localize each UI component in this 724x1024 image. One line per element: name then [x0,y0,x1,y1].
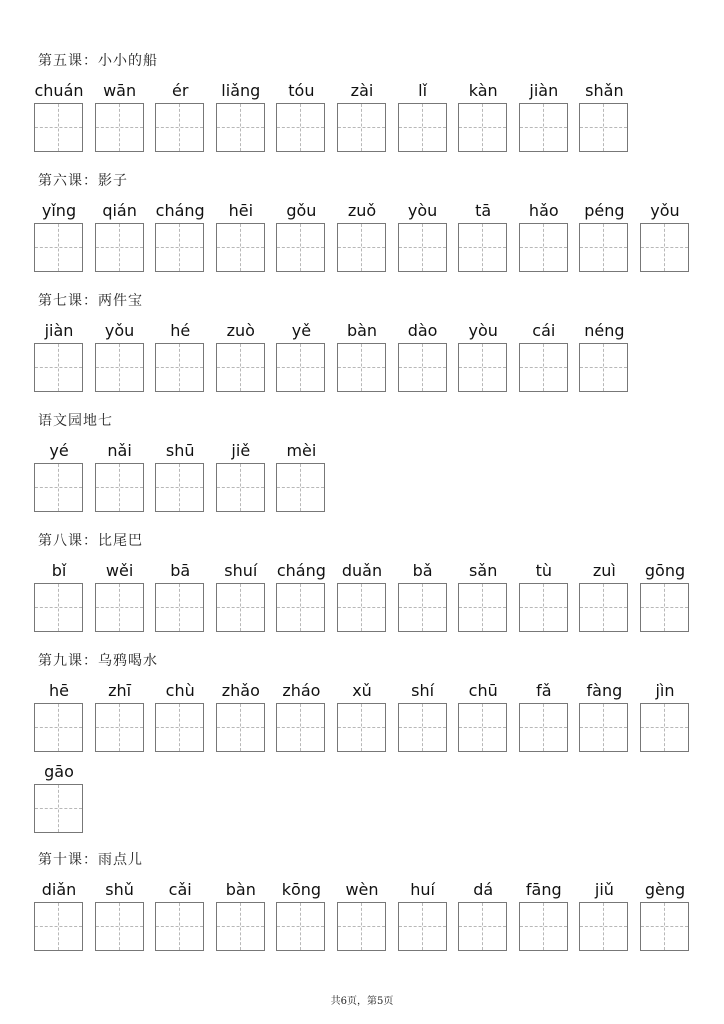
writing-grid-box[interactable] [155,103,204,152]
character-cell [276,321,326,401]
grid-guide-horizontal [399,367,446,368]
character-cell [155,201,205,281]
pinyin-label: bǐ [51,561,67,580]
pinyin-row [34,201,694,281]
character-cell [519,561,569,641]
pinyin-row [34,321,694,401]
character-cell [95,201,145,281]
pinyin-label: cháng [155,201,205,220]
writing-grid-box[interactable] [276,463,325,512]
character-cell [398,561,448,641]
grid-guide-horizontal [520,127,567,128]
grid-guide-horizontal [96,487,143,488]
pinyin-label: shǎn [585,81,624,100]
character-cell [216,81,266,161]
grid-guide-horizontal [217,367,264,368]
writing-grid-box[interactable] [276,583,325,632]
character-cell [398,81,448,161]
grid-guide-horizontal [641,727,688,728]
character-cell [155,561,205,641]
writing-grid-box[interactable] [155,902,204,951]
pinyin-label: sǎn [469,561,498,580]
pinyin-label: gǒu [286,201,317,220]
writing-grid-box[interactable] [155,343,204,392]
pinyin-label: diǎn [41,880,77,899]
character-cell [34,321,84,401]
character-cell [640,201,690,281]
writing-grid-box[interactable] [579,703,628,752]
grid-guide-horizontal [580,127,627,128]
writing-grid-box[interactable] [95,703,144,752]
pinyin-label: shū [165,441,195,460]
character-cell [216,681,266,761]
grid-guide-horizontal [520,926,567,927]
pinyin-row [34,681,694,761]
grid-guide-horizontal [338,367,385,368]
character-cell [337,681,387,761]
pinyin-label: nǎi [107,441,132,460]
writing-grid-box[interactable] [579,223,628,272]
grid-guide-horizontal [459,926,506,927]
grid-guide-horizontal [338,247,385,248]
grid-guide-horizontal [399,607,446,608]
character-cell [276,81,326,161]
grid-guide-horizontal [338,727,385,728]
grid-guide-horizontal [277,926,324,927]
character-cell [155,321,205,401]
writing-grid-box[interactable] [579,583,628,632]
character-cell [34,81,84,161]
grid-guide-horizontal [580,247,627,248]
pinyin-label: yòu [468,321,498,340]
grid-guide-horizontal [338,607,385,608]
character-cell [95,681,145,761]
pinyin-label: hēi [228,201,254,220]
writing-grid-box[interactable] [458,703,507,752]
character-cell [579,321,629,401]
pinyin-label: jiǔ [594,880,614,899]
character-cell [398,201,448,281]
grid-guide-horizontal [277,727,324,728]
grid-guide-horizontal [520,727,567,728]
character-cell [640,880,690,960]
character-cell [216,441,266,521]
pinyin-label: fāng [525,880,562,899]
character-cell [155,880,205,960]
grid-guide-horizontal [338,926,385,927]
pinyin-label: zuò [226,321,255,340]
pinyin-label: mèi [286,441,317,460]
writing-grid-box[interactable] [579,902,628,951]
pinyin-label: gāo [44,762,74,781]
writing-grid-box[interactable] [519,703,568,752]
writing-grid-box[interactable] [95,103,144,152]
writing-grid-box[interactable] [337,583,386,632]
grid-guide-horizontal [580,727,627,728]
character-cell [216,880,266,960]
character-cell [34,762,84,842]
grid-guide-horizontal [580,926,627,927]
grid-guide-horizontal [520,247,567,248]
pinyin-label: ér [171,81,189,100]
pinyin-label: dá [473,880,494,899]
grid-guide-horizontal [96,926,143,927]
character-cell [337,81,387,161]
section-title: 第七课：两件宝 [38,293,143,309]
pinyin-label: chuán [34,81,84,100]
pinyin-label: yé [49,441,69,460]
pinyin-label: jiě [231,441,251,460]
writing-grid-box[interactable] [519,902,568,951]
grid-guide-horizontal [399,727,446,728]
character-cell [458,201,508,281]
grid-guide-horizontal [580,367,627,368]
writing-grid-box[interactable] [216,103,265,152]
pinyin-label: yǒu [104,321,135,340]
character-cell [95,880,145,960]
writing-grid-box[interactable] [216,223,265,272]
character-cell [216,201,266,281]
writing-grid-box[interactable] [34,223,83,272]
grid-guide-horizontal [156,127,203,128]
grid-guide-horizontal [35,487,82,488]
pinyin-label: chù [165,681,195,700]
grid-guide-horizontal [459,607,506,608]
grid-guide-horizontal [217,727,264,728]
pinyin-label: zài [350,81,374,100]
grid-guide-horizontal [156,727,203,728]
writing-grid-box[interactable] [276,703,325,752]
writing-grid-box[interactable] [458,902,507,951]
character-cell [640,681,690,761]
grid-guide-horizontal [156,607,203,608]
writing-grid-box[interactable] [34,343,83,392]
writing-grid-box[interactable] [337,223,386,272]
writing-grid-box[interactable] [276,103,325,152]
pinyin-row [34,762,694,842]
pinyin-label: gōng [644,561,686,580]
pinyin-label: wěi [105,561,134,580]
pinyin-label: jiàn [529,81,559,100]
writing-grid-box[interactable] [458,103,507,152]
pinyin-label: bǎ [412,561,433,580]
grid-guide-horizontal [641,607,688,608]
writing-grid-box[interactable] [458,583,507,632]
character-cell [34,201,84,281]
character-cell [337,561,387,641]
grid-guide-horizontal [277,247,324,248]
character-cell [216,321,266,401]
writing-grid-box[interactable] [34,103,83,152]
writing-grid-box[interactable] [216,703,265,752]
pinyin-label: cái [532,321,556,340]
section-title: 第九课：乌鸦喝水 [38,653,158,669]
grid-guide-horizontal [399,247,446,248]
section-title: 第十课：雨点儿 [38,852,143,868]
writing-grid-box[interactable] [155,703,204,752]
grid-guide-horizontal [277,607,324,608]
character-cell [34,880,84,960]
writing-grid-box[interactable] [95,902,144,951]
character-cell [458,880,508,960]
pinyin-label: tóu [288,81,315,100]
character-cell [458,681,508,761]
character-cell [34,441,84,521]
grid-guide-horizontal [338,127,385,128]
grid-guide-horizontal [399,127,446,128]
writing-grid-box[interactable] [458,223,507,272]
grid-guide-horizontal [35,727,82,728]
grid-guide-horizontal [217,127,264,128]
pinyin-label: cǎi [168,880,192,899]
grid-guide-horizontal [217,607,264,608]
grid-guide-horizontal [217,247,264,248]
character-cell [276,561,326,641]
writing-grid-box[interactable] [337,703,386,752]
character-cell [398,321,448,401]
writing-grid-box[interactable] [216,463,265,512]
grid-guide-horizontal [35,808,82,809]
writing-grid-box[interactable] [95,343,144,392]
grid-guide-horizontal [641,247,688,248]
pinyin-row [34,561,694,641]
character-cell [34,561,84,641]
grid-guide-horizontal [277,127,324,128]
pinyin-label: qián [102,201,137,220]
pinyin-label: dào [407,321,438,340]
writing-grid-box[interactable] [34,784,83,833]
writing-grid-box[interactable] [95,463,144,512]
pinyin-label: duǎn [341,561,383,580]
character-cell [519,81,569,161]
pinyin-label: yǐng [41,201,77,220]
writing-grid-box[interactable] [276,902,325,951]
pinyin-label: tā [475,201,492,220]
pinyin-label: wèn [345,880,379,899]
character-cell [579,880,629,960]
character-cell [95,81,145,161]
character-cell [458,561,508,641]
character-cell [155,441,205,521]
grid-guide-horizontal [156,926,203,927]
writing-grid-box[interactable] [398,223,447,272]
grid-guide-horizontal [459,367,506,368]
writing-grid-box[interactable] [640,223,689,272]
pinyin-label: yě [291,321,312,340]
character-cell [519,201,569,281]
grid-guide-horizontal [156,247,203,248]
writing-grid-box[interactable] [519,223,568,272]
grid-guide-horizontal [35,127,82,128]
writing-grid-box[interactable] [519,103,568,152]
section-title: 第六课：影子 [38,173,128,189]
character-cell [519,681,569,761]
pinyin-row [34,880,694,960]
character-cell [519,321,569,401]
character-cell [337,880,387,960]
writing-grid-box[interactable] [458,343,507,392]
writing-grid-box[interactable] [640,583,689,632]
writing-grid-box[interactable] [276,223,325,272]
writing-grid-box[interactable] [640,902,689,951]
character-cell [95,561,145,641]
character-cell [579,561,629,641]
pinyin-label: zuǒ [347,201,377,220]
pinyin-label: tù [535,561,552,580]
pinyin-label: yǒu [650,201,680,220]
writing-grid-box[interactable] [34,583,83,632]
grid-guide-horizontal [96,367,143,368]
writing-grid-box[interactable] [155,463,204,512]
section-title: 语文园地七 [38,413,113,429]
character-cell [276,441,326,521]
pinyin-label: hǎo [528,201,559,220]
writing-grid-box[interactable] [398,703,447,752]
pinyin-label: zuì [592,561,616,580]
writing-grid-box[interactable] [579,103,628,152]
grid-guide-horizontal [641,926,688,927]
pinyin-label: shǔ [105,880,134,899]
pinyin-label: zhǎo [221,681,260,700]
grid-guide-horizontal [35,367,82,368]
writing-grid-box[interactable] [519,583,568,632]
character-cell [276,681,326,761]
pinyin-label: cháng [276,561,326,580]
character-cell [337,201,387,281]
page-footer: 共6页，第5页 [330,996,394,1007]
grid-guide-horizontal [35,247,82,248]
pinyin-label: xǔ [352,681,372,700]
section-title: 第八课：比尾巴 [38,533,143,549]
character-cell [95,441,145,521]
pinyin-label: chū [468,681,498,700]
pinyin-label: hé [170,321,191,340]
grid-guide-horizontal [217,487,264,488]
writing-grid-box[interactable] [640,703,689,752]
writing-grid-box[interactable] [95,223,144,272]
character-cell [640,561,690,641]
grid-guide-horizontal [217,926,264,927]
writing-grid-box[interactable] [519,343,568,392]
section-title: 第五课：小小的船 [38,53,158,69]
writing-grid-box[interactable] [34,703,83,752]
writing-grid-box[interactable] [216,583,265,632]
writing-grid-box[interactable] [398,103,447,152]
character-cell [216,561,266,641]
pinyin-label: néng [584,321,625,340]
pinyin-label: jìn [655,681,675,700]
writing-grid-box[interactable] [398,583,447,632]
writing-grid-box[interactable] [216,902,265,951]
grid-guide-horizontal [277,487,324,488]
character-cell [276,880,326,960]
writing-grid-box[interactable] [34,463,83,512]
pinyin-label: fǎ [536,681,552,700]
pinyin-label: wān [103,81,137,100]
pinyin-label: shuí [224,561,258,580]
grid-guide-horizontal [580,607,627,608]
grid-guide-horizontal [399,926,446,927]
writing-grid-box[interactable] [34,902,83,951]
writing-grid-box[interactable] [337,902,386,951]
character-cell [579,201,629,281]
grid-guide-horizontal [96,127,143,128]
grid-guide-horizontal [459,727,506,728]
pinyin-label: bā [170,561,191,580]
character-cell [458,81,508,161]
pinyin-label: zhī [108,681,132,700]
pinyin-label: liǎng [221,81,261,100]
writing-grid-box[interactable] [216,343,265,392]
pinyin-label: bàn [346,321,378,340]
character-cell [155,681,205,761]
grid-guide-horizontal [96,727,143,728]
character-cell [519,880,569,960]
pinyin-label: huí [410,880,435,899]
grid-guide-horizontal [96,607,143,608]
pinyin-label: lǐ [418,81,428,100]
character-cell [337,321,387,401]
writing-grid-box[interactable] [579,343,628,392]
writing-grid-box[interactable] [337,103,386,152]
character-cell [34,681,84,761]
character-cell [579,681,629,761]
writing-grid-box[interactable] [95,583,144,632]
pinyin-label: shí [411,681,435,700]
pinyin-label: yòu [407,201,438,220]
writing-grid-box[interactable] [155,223,204,272]
grid-guide-horizontal [35,926,82,927]
pinyin-label: kàn [468,81,498,100]
pinyin-label: gèng [644,880,686,899]
pinyin-label: kōng [281,880,322,899]
grid-guide-horizontal [459,247,506,248]
character-cell [398,681,448,761]
pinyin-row [34,81,694,161]
grid-guide-horizontal [277,367,324,368]
character-cell [458,321,508,401]
pinyin-label: hē [49,681,69,700]
pinyin-label: bàn [225,880,256,899]
pinyin-label: fàng [586,681,623,700]
grid-guide-horizontal [520,367,567,368]
grid-guide-horizontal [520,607,567,608]
grid-guide-horizontal [156,487,203,488]
grid-guide-horizontal [35,607,82,608]
writing-grid-box[interactable] [155,583,204,632]
grid-guide-horizontal [96,247,143,248]
pinyin-label: péng [584,201,625,220]
grid-guide-horizontal [156,367,203,368]
pinyin-label: zháo [282,681,321,700]
character-cell [398,880,448,960]
pinyin-row [34,441,694,521]
grid-guide-horizontal [459,127,506,128]
writing-grid-box[interactable] [337,343,386,392]
pinyin-label: jiàn [44,321,74,340]
writing-grid-box[interactable] [276,343,325,392]
character-cell [155,81,205,161]
writing-grid-box[interactable] [398,343,447,392]
writing-grid-box[interactable] [398,902,447,951]
character-cell [276,201,326,281]
character-cell [95,321,145,401]
character-cell [579,81,629,161]
